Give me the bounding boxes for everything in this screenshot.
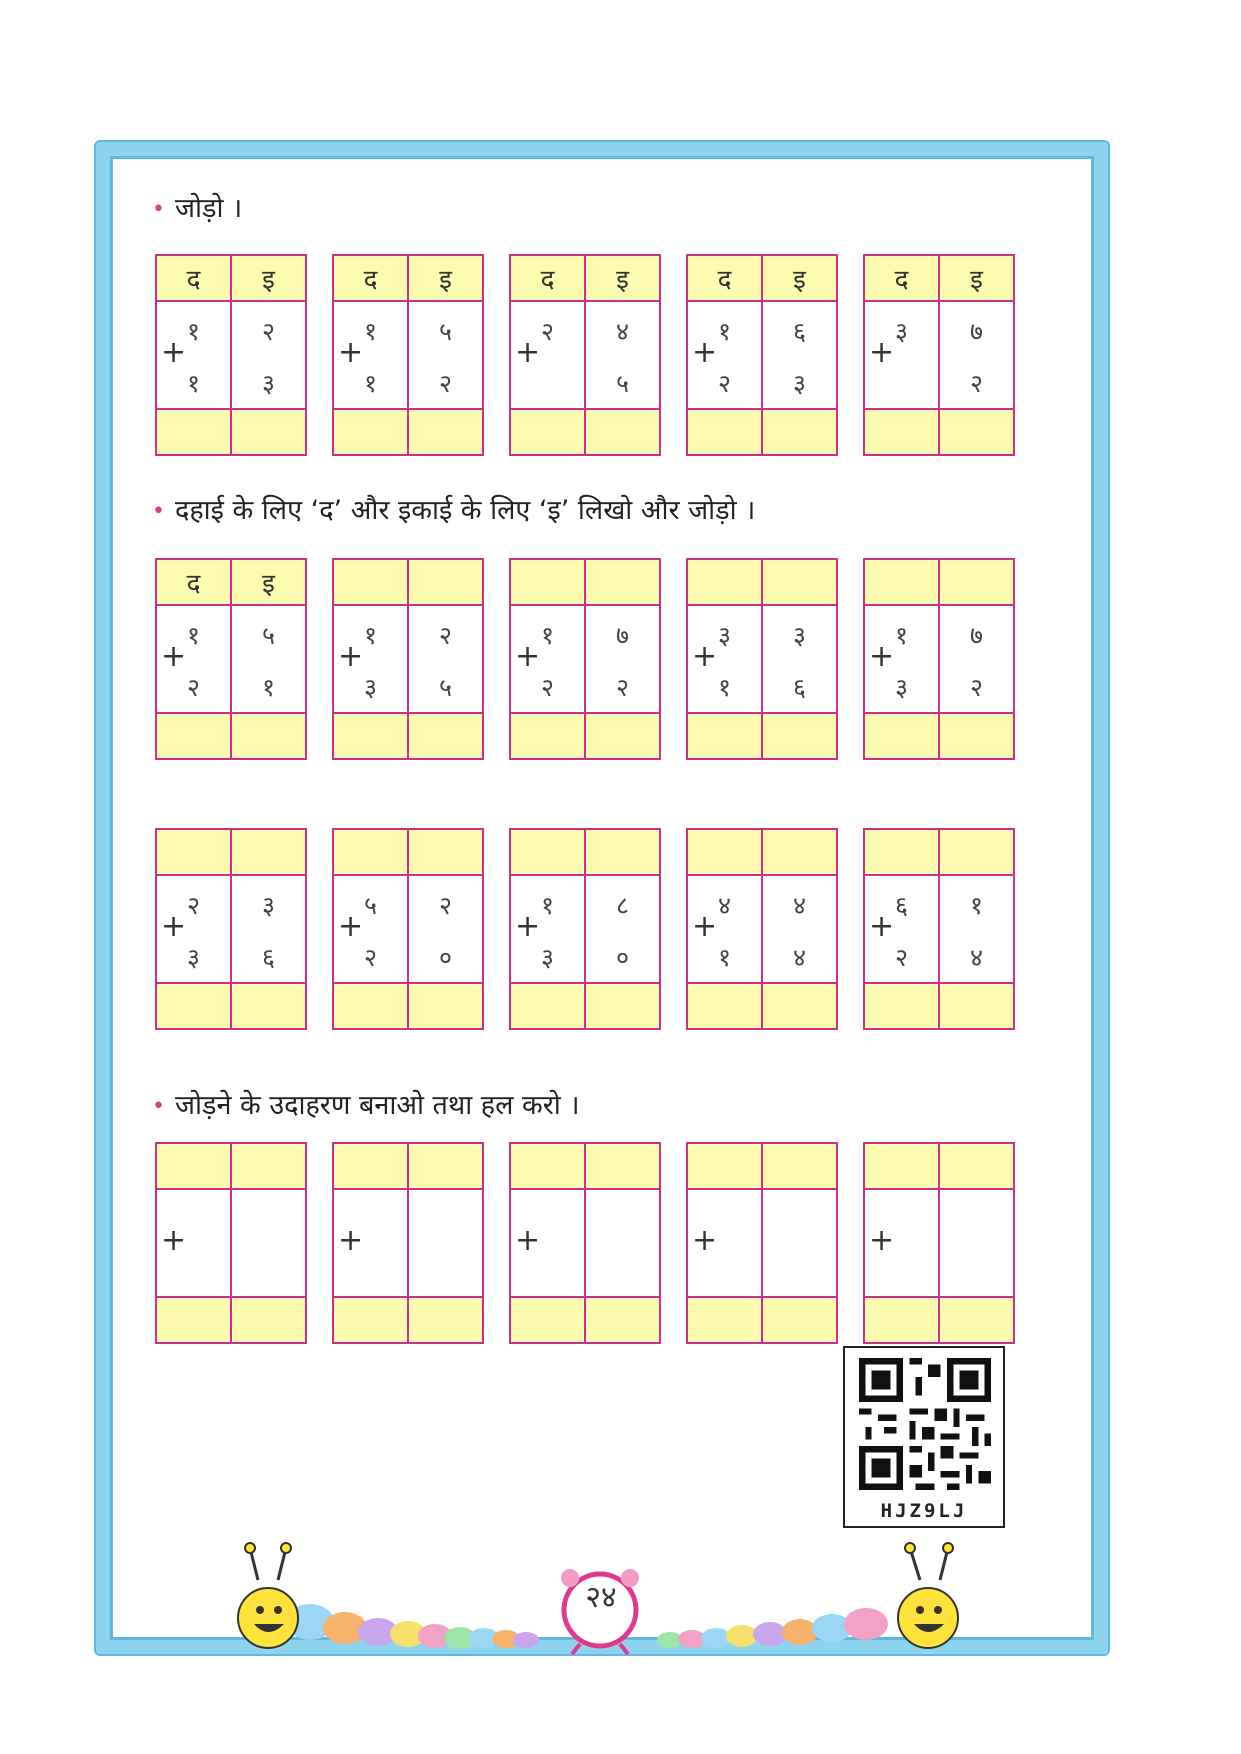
ones-header[interactable]: इ <box>970 265 983 295</box>
ones-addend-bottom: २ <box>438 369 452 398</box>
tens-answer-cell[interactable] <box>157 984 232 1028</box>
answer-row <box>865 1296 1013 1342</box>
ones-addend-bottom: ५ <box>438 673 452 702</box>
ones-column <box>586 302 659 408</box>
ones-column <box>409 876 482 982</box>
ones-answer-cell[interactable] <box>586 714 659 758</box>
bullet-icon: • <box>152 499 165 524</box>
tens-header[interactable] <box>334 830 409 874</box>
addend-row <box>511 606 659 712</box>
ones-answer-cell[interactable] <box>232 714 305 758</box>
tens-header[interactable] <box>334 1144 409 1188</box>
ones-addend-bottom: ० <box>438 943 452 972</box>
ones-answer-cell[interactable] <box>940 1298 1013 1342</box>
tens-answer-cell[interactable] <box>688 714 763 758</box>
tens-header[interactable] <box>865 560 940 604</box>
addition-box <box>863 558 1015 760</box>
ones-column <box>763 302 836 408</box>
tens-addend-bottom: ३ <box>363 673 377 702</box>
ones-column <box>409 302 482 408</box>
addend-row <box>157 876 305 982</box>
addition-box <box>686 254 838 456</box>
ones-header[interactable]: इ <box>616 265 629 295</box>
tens-addend-top: ६ <box>894 891 908 920</box>
tens-answer-cell[interactable] <box>865 984 940 1028</box>
tens-answer-cell[interactable] <box>157 714 232 758</box>
ones-addend-top: ३ <box>261 891 275 920</box>
plus-sign: + <box>338 335 364 370</box>
tens-addend-bottom: १ <box>186 369 200 398</box>
place-header-row <box>334 830 482 876</box>
tens-answer-cell[interactable] <box>511 1298 586 1342</box>
ones-column <box>232 606 305 712</box>
addition-box <box>155 254 307 456</box>
ones-addend-bottom: ३ <box>792 369 806 398</box>
tens-addend-top: १ <box>186 317 200 346</box>
place-header-row <box>511 830 659 876</box>
tens-header[interactable]: द <box>865 256 940 300</box>
bullet-icon: • <box>152 197 165 222</box>
qr-code-label: HJZ9LJ <box>880 1500 968 1522</box>
plus-sign: + <box>692 335 718 370</box>
instruction-text: जोड़ने के उदाहरण बनाओ तथा हल करो । <box>174 1090 580 1121</box>
tens-column <box>688 606 763 712</box>
ones-header[interactable] <box>940 830 1013 874</box>
addend-row <box>334 1190 482 1296</box>
ones-answer-cell[interactable] <box>940 984 1013 1028</box>
tens-addend-top: १ <box>363 317 377 346</box>
ones-addend-top: ५ <box>261 621 275 650</box>
place-header-row <box>865 1144 1013 1190</box>
ones-answer-cell[interactable] <box>232 410 305 454</box>
addend-row <box>688 876 836 982</box>
ones-addend-top: ६ <box>792 317 806 346</box>
tens-answer-cell[interactable] <box>157 410 232 454</box>
bullet-icon: • <box>152 1094 165 1119</box>
place-header-row <box>157 256 305 302</box>
ones-addend-bottom: ४ <box>969 943 983 972</box>
tens-column <box>157 606 232 712</box>
tens-addend-bottom: १ <box>363 369 377 398</box>
instruction-text: दहाई के लिए ‘द’ और इकाई के लिए ‘इ’ लिखो और जोड़ो । <box>174 495 756 526</box>
addition-box <box>863 254 1015 456</box>
addition-box <box>686 1142 838 1344</box>
plus-sign: + <box>692 639 718 674</box>
ones-header[interactable] <box>763 830 836 874</box>
ones-column <box>232 302 305 408</box>
answer-row <box>334 408 482 454</box>
answer-row <box>511 712 659 758</box>
ones-addend-bottom: २ <box>969 369 983 398</box>
tens-header[interactable] <box>157 1144 232 1188</box>
ones-column <box>763 1190 836 1296</box>
plus-sign: + <box>869 909 895 944</box>
tens-addend-bottom: २ <box>186 673 200 702</box>
ones-header[interactable] <box>940 560 1013 604</box>
place-header-row <box>511 560 659 606</box>
place-header-row <box>688 560 836 606</box>
place-header-row <box>157 560 305 606</box>
place-header-row <box>865 256 1013 302</box>
answer-row <box>688 408 836 454</box>
tens-column <box>865 606 940 712</box>
answer-row <box>334 712 482 758</box>
tens-header[interactable]: द <box>688 256 763 300</box>
ones-column <box>586 1190 659 1296</box>
ones-answer-cell[interactable] <box>763 410 836 454</box>
tens-header[interactable] <box>511 830 586 874</box>
ones-column <box>940 606 1013 712</box>
tens-answer-cell[interactable] <box>157 1298 232 1342</box>
ones-answer-cell[interactable] <box>409 984 482 1028</box>
tens-addend-bottom: ३ <box>540 943 554 972</box>
ones-addend-bottom: ५ <box>615 369 629 398</box>
ones-header[interactable]: इ <box>793 265 806 295</box>
place-header-row <box>865 560 1013 606</box>
ones-column <box>940 1190 1013 1296</box>
place-header-row <box>865 830 1013 876</box>
ones-answer-cell[interactable] <box>232 1298 305 1342</box>
caterpillar-left-icon <box>238 1543 539 1649</box>
tens-answer-cell[interactable] <box>334 984 409 1028</box>
tens-column <box>865 302 940 408</box>
tens-addend-top: ३ <box>894 317 908 346</box>
ones-header[interactable]: इ <box>439 265 452 295</box>
addend-row <box>511 876 659 982</box>
ones-addend-bottom: २ <box>615 673 629 702</box>
place-header-row <box>334 1144 482 1190</box>
plus-sign: + <box>869 639 895 674</box>
ones-column <box>763 606 836 712</box>
addition-box <box>509 558 661 760</box>
tens-addend-bottom: १ <box>717 673 731 702</box>
ones-header[interactable] <box>763 1144 836 1188</box>
tens-addend-bottom: २ <box>717 369 731 398</box>
ones-answer-cell[interactable] <box>232 984 305 1028</box>
caterpillar-right-icon <box>657 1543 958 1648</box>
addition-box <box>155 558 307 760</box>
addition-box <box>863 828 1015 1030</box>
tens-header[interactable] <box>334 560 409 604</box>
ones-column <box>940 302 1013 408</box>
tens-answer-cell[interactable] <box>511 714 586 758</box>
addition-box <box>509 1142 661 1344</box>
ones-addend-bottom: ६ <box>261 943 275 972</box>
addition-box <box>686 828 838 1030</box>
ones-column <box>940 876 1013 982</box>
ones-answer-cell[interactable] <box>763 984 836 1028</box>
ones-addend-bottom: १ <box>261 673 275 702</box>
tens-addend-bottom: ३ <box>894 673 908 702</box>
plus-sign: + <box>338 909 364 944</box>
tens-column <box>157 302 232 408</box>
answer-row <box>511 408 659 454</box>
ones-header[interactable] <box>940 1144 1013 1188</box>
tens-column <box>334 876 409 982</box>
place-header-row <box>334 560 482 606</box>
ones-column <box>763 876 836 982</box>
addition-box <box>332 1142 484 1344</box>
ones-addend-top: ७ <box>969 317 983 346</box>
tens-column <box>511 876 586 982</box>
tens-header[interactable] <box>865 830 940 874</box>
place-header-row <box>157 830 305 876</box>
addend-row <box>688 1190 836 1296</box>
place-header-row <box>688 1144 836 1190</box>
ones-header[interactable] <box>586 1144 659 1188</box>
tens-header[interactable] <box>865 1144 940 1188</box>
ones-addend-bottom: २ <box>969 673 983 702</box>
tens-column <box>688 876 763 982</box>
tens-column <box>865 876 940 982</box>
tens-column <box>334 1190 409 1296</box>
ones-addend-top: ८ <box>615 891 629 920</box>
addition-box <box>686 558 838 760</box>
ones-column <box>232 876 305 982</box>
tens-header[interactable]: द <box>157 256 232 300</box>
addend-row <box>688 606 836 712</box>
ones-header[interactable] <box>232 830 305 874</box>
place-header-row <box>157 1144 305 1190</box>
qr-code <box>843 1346 1005 1528</box>
plus-sign: + <box>338 1223 364 1258</box>
instruction-1 <box>152 188 242 225</box>
addend-row <box>511 1190 659 1296</box>
plus-sign: + <box>515 909 541 944</box>
ones-answer-cell[interactable] <box>763 1298 836 1342</box>
tens-column <box>688 302 763 408</box>
answer-row <box>688 1296 836 1342</box>
tens-header[interactable]: द <box>157 560 232 604</box>
plus-sign: + <box>515 335 541 370</box>
answer-row <box>688 712 836 758</box>
tens-header[interactable]: द <box>334 256 409 300</box>
answer-row <box>511 1296 659 1342</box>
instruction-text: जोड़ो । <box>174 193 243 224</box>
ones-header[interactable] <box>409 560 482 604</box>
addend-row <box>334 606 482 712</box>
ones-answer-cell[interactable] <box>409 1298 482 1342</box>
addend-row <box>865 302 1013 408</box>
tens-addend-top: ४ <box>717 891 731 920</box>
plus-sign: + <box>515 639 541 674</box>
tens-answer-cell[interactable] <box>688 984 763 1028</box>
answer-row <box>157 982 305 1028</box>
tens-addend-top: १ <box>363 621 377 650</box>
tens-addend-top: १ <box>540 891 554 920</box>
tens-answer-cell[interactable] <box>688 1298 763 1342</box>
ones-header[interactable] <box>763 560 836 604</box>
plus-sign: + <box>692 909 718 944</box>
tens-addend-bottom: २ <box>894 943 908 972</box>
tens-column <box>157 876 232 982</box>
ones-header[interactable] <box>586 560 659 604</box>
addition-box <box>332 558 484 760</box>
tens-header[interactable] <box>511 560 586 604</box>
ones-addend-top: ७ <box>615 621 629 650</box>
addition-box <box>509 254 661 456</box>
ones-addend-top: १ <box>969 891 983 920</box>
instruction-3 <box>152 1085 580 1122</box>
tens-answer-cell[interactable] <box>688 410 763 454</box>
ones-addend-top: २ <box>438 621 452 650</box>
tens-header[interactable] <box>688 830 763 874</box>
addition-box <box>155 828 307 1030</box>
addend-row <box>511 302 659 408</box>
ones-addend-top: ४ <box>615 317 629 346</box>
ones-column <box>586 606 659 712</box>
addend-row <box>334 876 482 982</box>
plus-sign: + <box>338 639 364 674</box>
tens-answer-cell[interactable] <box>511 410 586 454</box>
ones-column <box>409 606 482 712</box>
addend-row <box>334 302 482 408</box>
ones-header[interactable] <box>232 1144 305 1188</box>
addend-row <box>865 1190 1013 1296</box>
tens-addend-top: १ <box>894 621 908 650</box>
addition-box <box>509 828 661 1030</box>
answer-row <box>157 712 305 758</box>
place-header-row <box>511 256 659 302</box>
answer-row <box>334 1296 482 1342</box>
tens-column <box>334 606 409 712</box>
ones-answer-cell[interactable] <box>586 984 659 1028</box>
answer-row <box>511 982 659 1028</box>
ones-header[interactable] <box>409 1144 482 1188</box>
plus-sign: + <box>161 639 187 674</box>
tens-answer-cell[interactable] <box>865 1298 940 1342</box>
answer-row <box>688 982 836 1028</box>
place-header-row <box>688 256 836 302</box>
answer-row <box>157 1296 305 1342</box>
tens-column <box>511 302 586 408</box>
ones-addend-top: ५ <box>438 317 452 346</box>
addend-row <box>157 1190 305 1296</box>
tens-answer-cell[interactable] <box>511 984 586 1028</box>
ones-header[interactable]: इ <box>262 569 275 599</box>
ones-addend-top: २ <box>261 317 275 346</box>
tens-answer-cell[interactable] <box>334 714 409 758</box>
ones-answer-cell[interactable] <box>409 714 482 758</box>
place-header-row <box>688 830 836 876</box>
addend-row <box>688 302 836 408</box>
ones-answer-cell[interactable] <box>940 410 1013 454</box>
answer-row <box>865 408 1013 454</box>
tens-addend-top: ३ <box>717 621 731 650</box>
tens-column <box>688 1190 763 1296</box>
ones-answer-cell[interactable] <box>586 410 659 454</box>
tens-answer-cell[interactable] <box>865 410 940 454</box>
answer-row <box>865 712 1013 758</box>
ones-answer-cell[interactable] <box>763 714 836 758</box>
tens-addend-top: २ <box>186 891 200 920</box>
ones-header[interactable] <box>586 830 659 874</box>
addend-row <box>157 606 305 712</box>
ones-addend-top: ७ <box>969 621 983 650</box>
qr-code-icon <box>859 1358 991 1490</box>
ones-addend-top: ४ <box>792 891 806 920</box>
addend-row <box>865 876 1013 982</box>
tens-addend-top: १ <box>186 621 200 650</box>
plus-sign: + <box>515 1223 541 1258</box>
tens-addend-top: १ <box>717 317 731 346</box>
tens-answer-cell[interactable] <box>334 1298 409 1342</box>
tens-column <box>334 302 409 408</box>
ones-addend-bottom: ४ <box>792 943 806 972</box>
tens-column <box>511 1190 586 1296</box>
ones-addend-bottom: ० <box>615 943 629 972</box>
tens-header[interactable] <box>688 1144 763 1188</box>
ones-column <box>586 876 659 982</box>
tens-header[interactable] <box>157 830 232 874</box>
tens-addend-top: ५ <box>363 891 377 920</box>
addition-box <box>863 1142 1015 1344</box>
tens-addend-top: १ <box>540 621 554 650</box>
tens-header[interactable] <box>511 1144 586 1188</box>
plus-sign: + <box>161 909 187 944</box>
tens-addend-bottom: २ <box>363 943 377 972</box>
plus-sign: + <box>161 1223 187 1258</box>
answer-row <box>157 408 305 454</box>
ones-column <box>409 1190 482 1296</box>
ones-answer-cell[interactable] <box>409 410 482 454</box>
ones-addend-top: २ <box>438 891 452 920</box>
tens-column <box>865 1190 940 1296</box>
addition-box <box>155 1142 307 1344</box>
place-header-row <box>334 256 482 302</box>
ones-addend-top: ३ <box>792 621 806 650</box>
ones-addend-bottom: ६ <box>792 673 806 702</box>
page-number: २४ <box>585 1580 617 1615</box>
plus-sign: + <box>692 1223 718 1258</box>
tens-addend-bottom: १ <box>717 943 731 972</box>
answer-row <box>334 982 482 1028</box>
addition-box <box>332 254 484 456</box>
ones-answer-cell[interactable] <box>586 1298 659 1342</box>
ones-header[interactable]: इ <box>262 265 275 295</box>
addition-box <box>332 828 484 1030</box>
plus-sign: + <box>161 335 187 370</box>
ones-header[interactable] <box>409 830 482 874</box>
tens-answer-cell[interactable] <box>334 410 409 454</box>
tens-addend-bottom: ३ <box>186 943 200 972</box>
tens-column <box>511 606 586 712</box>
tens-addend-bottom: २ <box>540 673 554 702</box>
ones-answer-cell[interactable] <box>940 714 1013 758</box>
place-header-row <box>511 1144 659 1190</box>
tens-header[interactable] <box>688 560 763 604</box>
ones-addend-bottom: ३ <box>261 369 275 398</box>
answer-row <box>865 982 1013 1028</box>
tens-addend-top: २ <box>540 317 554 346</box>
plus-sign: + <box>869 1223 895 1258</box>
tens-header[interactable]: द <box>511 256 586 300</box>
plus-sign: + <box>869 335 895 370</box>
addend-row <box>157 302 305 408</box>
addend-row <box>865 606 1013 712</box>
instruction-2 <box>152 490 755 527</box>
tens-column <box>157 1190 232 1296</box>
ones-column <box>232 1190 305 1296</box>
tens-answer-cell[interactable] <box>865 714 940 758</box>
